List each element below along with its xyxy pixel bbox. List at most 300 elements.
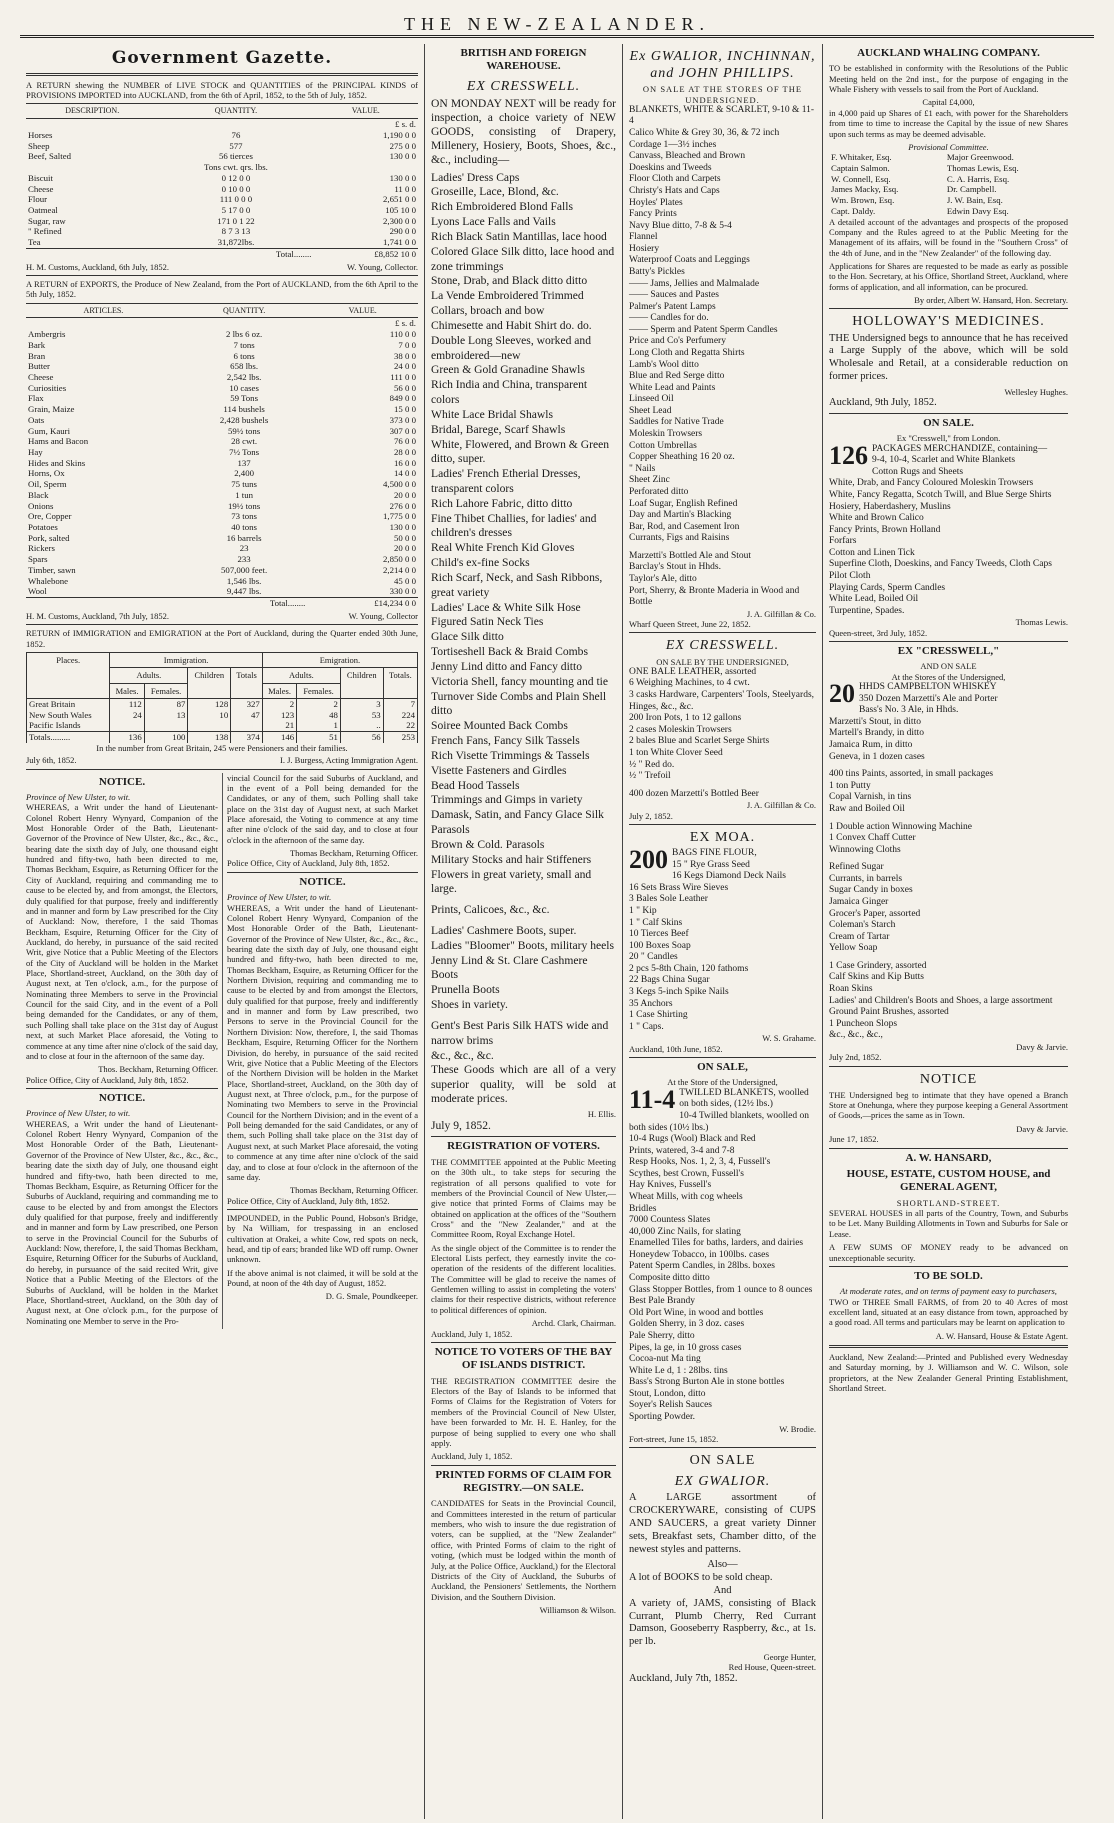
migration-header-totals-2: Totals.	[383, 668, 417, 699]
migration-header-children-2: Children	[340, 668, 383, 699]
brodie-item: Pale Sherry, ditto	[629, 1330, 695, 1341]
exports-row	[26, 372, 418, 383]
warehouse-item: Stone, Drab, and Black ditto ditto	[431, 274, 588, 288]
imports-value: 130 0 0	[389, 172, 416, 183]
brodie-item: Wheat Mills, with cog wheels	[629, 1191, 743, 1202]
notice-suburbs-sign: Thomas Beckham, Returning Officer.	[289, 848, 418, 859]
exports-row	[26, 533, 418, 544]
warehouse-item: Ladies' Cashmere Boots, super.	[431, 924, 577, 937]
warehouse-item: &c., &c., &c.	[431, 1048, 494, 1062]
brodie-date: Fort-street, June 15, 1852.	[629, 1433, 719, 1444]
davy-item: Jamaica Rum, in ditto	[829, 740, 913, 751]
imports-description: Beef, Salted	[28, 151, 71, 162]
gwalior-store-item: Hoyles' Plates	[629, 197, 683, 208]
lewis-item: Cotton Rugs and Sheets	[872, 466, 964, 477]
brodie-item: Hay Knives, Fussell's	[629, 1180, 712, 1191]
exports-row	[26, 543, 418, 554]
committee-member: Capt. Daldy.	[831, 205, 876, 216]
exports-row	[26, 436, 418, 447]
cresswell-item: 2 cases Moleskin Trowsers	[629, 724, 732, 735]
gwalior-store-item: Doeskins and Tweeds	[629, 162, 712, 173]
moa-item: 2 pcs 5-8th Chain, 120 fathoms	[629, 963, 749, 974]
imports-total-value: £8,852 10 0	[313, 248, 418, 259]
gwalior-store-item: Port, Sherry, & Bronte Maderia in Wood and Bottle	[629, 585, 800, 608]
committee-member: Captain Salmon.	[831, 163, 890, 173]
davy-sub-2: At the Stores of the Undersigned,	[891, 671, 1006, 682]
moa-item: 35 Anchors	[629, 998, 673, 1009]
imports-quantity: 56 tierces	[218, 151, 253, 162]
committee-member: Wm. Brown, Esq.	[831, 195, 895, 206]
moa-item: 1 " Caps.	[629, 1021, 664, 1032]
exports-header-value: VALUE.	[307, 303, 418, 318]
exports-value: 111 0 0	[390, 371, 416, 382]
migration-total-row	[27, 732, 418, 743]
davy-item: Martell's Brandy, in ditto	[829, 728, 925, 739]
gwalior-store-sub: ON SALE AT THE STORES OF THE UNDERSIGNED.	[642, 84, 803, 105]
imports-value: 105 10 0	[385, 204, 416, 215]
notice-city-sign: Thos. Beckham, Returning Officer.	[98, 1064, 218, 1075]
davy-item: Winnowing Cloths	[829, 844, 901, 855]
hansard-street: SHORTLAND-STREET.	[896, 1197, 1001, 1208]
committee-member: C. A. Harris, Esq.	[946, 173, 1010, 184]
imports-value: 2,300 0 0	[383, 215, 416, 226]
bay-of-islands-body: THE REGISTRATION COMMITTEE desire the Electors of the Bay of Islands to be informed that Forms of Claims for the Registration of Voters for members of the Provincial Council of New Ulster, have been forwarded to Mr. H. E. Hanley, for the purpose of being supplied to every one who shall apply.	[431, 1375, 616, 1448]
branch-notice-sign: Davy & Jarvie.	[1016, 1123, 1068, 1134]
warehouse-date: July 9, 1852.	[431, 1119, 491, 1133]
exports-quantity: 233	[237, 554, 251, 565]
migration-header-females-1: Females.	[144, 683, 188, 698]
imports-sig-right: W. Young, Collector.	[346, 261, 418, 272]
exports-description: Curiosities	[28, 382, 67, 393]
exports-value: 20 0 0	[394, 543, 416, 554]
hunter-lead: A LARGE assortment of CROCKERYWARE, consisting of CUPS AND SAUCERS, a great variety Dinner sets, Breakfast sets, Chamber ditto, of the newest styles and patterns.	[629, 1492, 816, 1555]
exports-total-label: Total........	[181, 598, 308, 609]
exports-value: 2,214 0 0	[383, 564, 416, 575]
moa-item: 16 Sets Brass Wire Sieves	[629, 882, 729, 893]
registration-sign: Archd. Clark, Chairman.	[531, 1318, 616, 1329]
exports-value: 276 0 0	[389, 500, 416, 511]
notice-city-date: Police Office, City of Auckland, July 8th, 1852.	[26, 1074, 189, 1085]
cresswell-item: 200 Iron Pots, 1 to 12 gallons	[629, 713, 742, 724]
davy-item: 1 Double action Winnowing Machine	[829, 821, 972, 832]
gilfillan-date-1: Wharf Queen Street, June 22, 1852.	[629, 619, 751, 630]
warehouse-item: Rich Black Satin Mantillas, lace hood	[431, 229, 607, 243]
committee-member: F. Whitaker, Esq.	[831, 152, 892, 163]
imports-description: Tea	[28, 237, 41, 248]
gwalior-store-item: Calico White & Grey 30, 36, & 72 inch	[629, 128, 780, 139]
davy-item: Ground Paint Brushes, assorted	[829, 1007, 949, 1018]
migration-cell: 56	[340, 732, 383, 743]
davy-item: 1 ton Putty	[829, 780, 871, 791]
imports-description: Cheese	[28, 183, 54, 194]
hunter-date: Auckland, July 7th, 1852.	[629, 1672, 738, 1684]
exports-value: 56 0 0	[394, 382, 416, 393]
exports-row	[26, 329, 418, 340]
exports-row	[26, 351, 418, 362]
davy-item: Yellow Soap	[829, 943, 878, 954]
gwalior-store-item: Floor Cloth and Carpets	[629, 174, 721, 185]
gwalior-store-item: Waterproof Coats and Leggings	[629, 255, 750, 266]
migration-cell: 1	[297, 720, 341, 731]
warehouse-item: Rich Embroidered Blond Falls	[431, 200, 574, 214]
moa-item: 1 " Kip	[629, 905, 657, 916]
registration-date: Auckland, July 1, 1852.	[431, 1328, 513, 1339]
gwalior-store-item: —— Candles for do.	[629, 313, 709, 324]
exports-quantity: 73 tons	[231, 511, 257, 522]
migration-place: New South Wales	[27, 710, 110, 721]
committee-member: Major Greenwood.	[946, 152, 1014, 163]
migration-return-intro: RETURN of IMMIGRATION and EMIGRATION at the Port of Auckland, during the Quarter ended 30th June, 1852.	[26, 628, 418, 649]
whaling-title: AUCKLAND WHALING COMPANY.	[857, 47, 1040, 59]
davy-sign: Davy & Jarvie.	[1016, 1041, 1068, 1052]
whaling-body: TO be established in conformity with the Resolutions of the Public Meeting held on the 2nd inst., for the purpose of engaging in the Whale Fishery with vessels to sail from the Port of Auckland.	[829, 63, 1068, 95]
exports-value: 24 0 0	[394, 361, 416, 372]
masthead: THE NEW-ZEALANDER.	[20, 0, 1094, 38]
notice-northern-body: WHEREAS, a Writ under the hand of Lieutenant-Colonel Robert Henry Wynyard, Companion of the Most Honorable Order of the Bath, Lieutenant-Governor of the Province of New Ulster, &c., &c., &c., bearing date the sixth day of July, one thousand eight hundred and fifty-two, hath been directed to me, Thomas Beckham, Esquire, as Returning Officer for the Northern Division, requiring and commanding me to cause to be elected by and from amongst the Electors, duly qualified for that purpose, freely and indifferently and in manner and form by Law prescribed, two Persons to serve in the Provincial Council for the Northern Division: Now, therefore, I, the said Thomas Beckham, Esquire, Returning Officer for the Northern Division, do hereby, in pursuance of the said recited Writ, give Notice that a Public Meeting of the Electors of the Northern Division will be holden in the Market Place, Shortland-street, Auckland, on the 30th day of August next, at Three o'clock, p.m., for the purpose of Nominating two Members to serve in the Provincial Council for the Northern Division; and in the event of a Poll being demanded for the said Candidates, or any of them, such Polling shall take place on the 31st day of August next, at such Market Place aforesaid, the voting to commence at any time after nine o'clock of the said day, and to close at four o'clock in the afternoon of the same day.	[227, 902, 418, 1182]
lewis-item: Playing Cards, Sperm Candles	[829, 582, 946, 593]
gwalior-store-item: Linseed Oil	[629, 394, 674, 405]
exports-description: Wool	[28, 586, 47, 597]
davy-item: Raw and Boiled Oil	[829, 803, 905, 814]
gwalior-store-item: Saddles for Native Trade	[629, 417, 724, 428]
brodie-item: Pipes, la ge, in 10 gross cases	[629, 1342, 742, 1353]
warehouse-item: Fine Thibet Challies, for ladies' and children's dresses	[431, 511, 597, 540]
gwalior-store-item: Sheet Lead	[629, 405, 672, 416]
gwalior-store-item: —— Jams, Jellies and Malmalade	[629, 278, 760, 289]
whaling-sign: By order, Albert W. Hansard, Hon. Secretary.	[914, 295, 1068, 306]
imports-description: Flour	[28, 194, 48, 205]
imports-row	[26, 184, 418, 195]
exports-value: 76 0 0	[394, 436, 416, 447]
brodie-item: Scythes, best Crown, Fussell's	[629, 1168, 744, 1179]
brodie-item: Prints, watered, 3-4 and 7-8	[629, 1145, 735, 1156]
exports-quantity: 1,546 lbs.	[226, 575, 262, 586]
migration-cell	[231, 720, 263, 731]
brodie-big-number: 11-4	[629, 1084, 676, 1114]
gwalior-store-item: Hosiery	[629, 243, 660, 254]
imports-value: 130 0 0	[389, 151, 416, 162]
registration-body: THE COMMITTEE appointed at the Public Meeting on the 30th ult., to take steps for securing the registration of all persons qualified to vote for members of the Provincial Council of New Ulster,—give notice that printed Forms of Claims may be obtained on application at the offices of the "Southern Cross" and the "New Zealander," and at the Committee Room, Royal Exchange Hotel.	[431, 1156, 616, 1240]
imports-description: Biscuit	[28, 172, 53, 183]
davy-date: July 2nd, 1852.	[829, 1052, 882, 1063]
warehouse-item: Ladies' Lace & White Silk Hose	[431, 600, 581, 614]
brodie-item: Soyer's Relish Sauces	[629, 1400, 712, 1411]
migration-cell: 327	[231, 698, 263, 709]
davy-big-number: 20	[829, 679, 855, 709]
warehouse-item: Child's ex-fine Socks	[431, 556, 530, 570]
to-be-sold-title: TO BE SOLD.	[914, 1269, 983, 1282]
notice-city-body: WHEREAS, a Writ under the hand of Lieutenant-Colonel Robert Henry Wynyard, Companion of the Most Honorable Order of the Bath, Lieutenant-Governor of the Province of New Ulster, &c., &c., &c., bearing date the sixth day of July, one thousand eight hundred and fifty-two, hath been directed to me, Thomas Beckham, Esquire, as Returning Officer for the City of Auckland, requiring and commanding me to cause to be elected by, and from amongst, the Electors, duly qualified for that purpose, freely and indifferently and in manner and form by Law prescribed for the City of Auckland: Now, therefore, I the said Thomas Beckham, Esquire, Returning Officer for the City of Auckland, do hereby, in pursuance of the said recited Writ, give Notice that a Public Meeting of the Electors of the City of Auckland will be holden in the Market Place, Shortland-street, Auckland, on the 30th day of August next, at Ten o'clock, a.m., for the purpose of Nominating three Members to serve in the Provincial Council for the said City, and in the event of a Poll being demanded for the Candidates, or any of them, such Polling shall take place on the 31st day of August next, at such Market Place aforesaid, the Voting to commence at any time after nine o'clock of the said day, and to close at four in the afternoon of the same day.	[26, 802, 218, 1061]
notice-northern-sign: Thomas Beckham, Returning Officer.	[289, 1185, 418, 1196]
warehouse-item: Green & Gold Granadine Shawls	[431, 363, 585, 377]
exports-description: Ore, Copper	[28, 511, 72, 522]
gilfillan-sign-2: J. A. Gilfillan & Co.	[746, 800, 816, 811]
lewis-item: Fancy Prints, Brown Holland	[829, 524, 941, 535]
exports-value: 50 0 0	[394, 532, 416, 543]
migration-cell	[188, 720, 231, 731]
exports-value: 38 0 0	[394, 350, 416, 361]
gwalior-store-item: Taylor's Ale, ditto	[629, 574, 697, 584]
exports-description: Hides and Skins	[28, 457, 86, 468]
imports-quantity: 171 0 1 22	[217, 215, 255, 226]
exports-quantity: 6 tons	[233, 350, 255, 361]
warehouse-item: Rich Scarf, Neck, and Sash Ribbons, great variety	[431, 570, 603, 599]
warehouse-item: Turnover Side Combs and Plain Shell ditto	[431, 689, 607, 718]
migration-cell: 100	[144, 732, 188, 743]
imports-value: 11 0 0	[394, 183, 416, 194]
exports-row	[26, 576, 418, 587]
lewis-item: Turpentine, Spades.	[829, 605, 905, 616]
migration-cell: 2	[297, 698, 341, 709]
imports-quantity: 76	[231, 129, 241, 140]
warehouse-item: Rich Lahore Fabric, ditto ditto	[431, 496, 573, 510]
imports-header-value: VALUE.	[313, 104, 418, 119]
davy-item: Calf Skins and Kip Butts	[829, 972, 925, 983]
imports-return-intro: A RETURN shewing the NUMBER of LIVE STOCK and QUANTITIES of the PRINCIPAL KINDS of PROVISIONS IMPORTED into AUCKLAND, from the 6th of April, 1852, to the 5th of July, 1852.	[26, 79, 418, 101]
bay-of-islands-title: NOTICE TO VOTERS OF THE BAY OF ISLANDS DISTRICT.	[434, 1345, 613, 1372]
exports-description: Hay	[28, 447, 43, 457]
lewis-item: Superfine Cloth, Doeskins, and Fancy Tweeds, Cloth Caps	[829, 559, 1052, 570]
notice-northern-title: NOTICE.	[299, 875, 346, 888]
imports-quantity: 0 12 0 0	[221, 172, 251, 183]
branch-notice-title: NOTICE	[919, 1071, 978, 1087]
gwalior-store-item: Navy Blue ditto, 7-8 & 5-4	[629, 220, 732, 231]
migration-cell: 128	[188, 698, 231, 709]
migration-place: Pacific Islands	[27, 720, 110, 731]
gwalior-store-item: Fancy Prints	[629, 209, 677, 220]
warehouse-title: BRITISH AND FOREIGN WAREHOUSE.	[460, 47, 587, 73]
brodie-item: Enamelled Tiles for baths, larders, and dairies	[629, 1238, 804, 1249]
whaling-committee-table	[829, 152, 1068, 216]
migration-cell: 7	[383, 698, 417, 709]
warehouse-item: Figured Satin Neck Ties	[431, 615, 544, 629]
lewis-item: White Lead, Boiled Oil	[829, 594, 919, 605]
warehouse-item: Ladies "Bloomer" Boots, military heels	[431, 938, 615, 952]
moa-date: Auckland, 10th June, 1852.	[629, 1043, 723, 1054]
migration-cell: 253	[383, 732, 417, 743]
imports-quantity: 31,872lbs.	[217, 237, 255, 248]
migration-cell: 51	[297, 732, 341, 743]
exports-description: Bark	[28, 339, 46, 350]
lewis-date: Queen-street, 3rd July, 1852.	[829, 627, 928, 638]
gwalior-store-item: Perforated ditto	[629, 486, 689, 497]
warehouse-item-list	[431, 171, 616, 1064]
brodie-item: Cocoa-nut Ma ting	[629, 1354, 701, 1365]
exports-row	[26, 468, 418, 479]
migration-row	[27, 698, 418, 709]
warehouse-item: Rich India and China, transparent colors	[431, 378, 588, 407]
printed-forms-title: PRINTED FORMS OF CLAIM FOR REGISTRY.—ON SALE.	[435, 1468, 612, 1494]
exports-value: 45 0 0	[394, 575, 416, 586]
lewis-item: Pilot Cloth	[829, 571, 871, 582]
imports-value	[313, 162, 418, 173]
lewis-item: PACKAGES MERCHANDIZE, containing—	[872, 443, 1048, 454]
exports-value: 849 0 0	[389, 393, 416, 404]
imports-row	[26, 237, 418, 248]
holloway-sign: Wellesley Hughes.	[1004, 386, 1068, 397]
imports-description: Horses	[28, 129, 53, 140]
warehouse-item: Gent's Best Paris Silk HATS wide and narrow brims	[431, 1018, 609, 1047]
exports-quantity: 7½ Tons	[229, 447, 260, 457]
warehouse-item: Bridal, Barege, Scarf Shawls	[431, 422, 566, 436]
exports-row	[26, 415, 418, 426]
gazette-header: Government Gazette.	[111, 48, 333, 68]
warehouse-item: Glace Silk ditto	[431, 630, 504, 644]
exports-row	[26, 447, 418, 458]
imports-row	[26, 141, 418, 152]
brodie-sale-title: ON SALE,	[697, 1061, 748, 1074]
brodie-sale-sub: At the Store of the Undersigned,	[667, 1077, 778, 1088]
imports-row	[26, 173, 418, 184]
exports-value: 15 0 0	[394, 404, 416, 415]
hunter-title: ON SALE	[689, 1453, 756, 1469]
warehouse-item: La Vende Embroidered Trimmed Collars, broach and bow	[431, 289, 584, 318]
migration-cell: 112	[110, 698, 144, 709]
exports-description: Oil, Sperm	[28, 479, 67, 490]
exports-quantity: 40 tons	[231, 522, 257, 533]
davy-item: Cream of Tartar	[829, 931, 890, 942]
gwalior-store-item: " Nails	[629, 463, 656, 474]
imports-description: Sugar, raw	[28, 215, 66, 226]
brodie-item: Stout, London, ditto	[629, 1388, 706, 1399]
brodie-item: 7000 Countess Slates	[629, 1215, 711, 1226]
exports-quantity: 28 cwt.	[231, 436, 258, 447]
exports-row	[26, 490, 418, 501]
moa-list	[629, 845, 816, 1033]
migration-header-places: Places.	[27, 652, 110, 698]
exports-row	[26, 383, 418, 394]
column-stores	[623, 44, 823, 1819]
migration-cell: 138	[188, 732, 231, 743]
cresswell-item: 6 Weighing Machines, to 4 cwt.	[629, 678, 750, 689]
gwalior-store-item: Lamb's Wool ditto	[629, 359, 699, 370]
moa-item: 100 Boxes Soap	[629, 940, 691, 951]
exports-description: Timber, sawn	[28, 564, 76, 575]
exports-quantity: 23	[239, 543, 249, 554]
imports-sig-left: H. M. Customs, Auckland, 6th July, 1852.	[26, 261, 170, 272]
warehouse-item: Ladies' Dress Caps	[431, 170, 520, 184]
exports-quantity: 2,400	[234, 468, 254, 479]
lewis-item: White, Drab, and Fancy Coloured Moleskin Trowsers	[829, 478, 1034, 489]
holloway-title: HOLLOWAY'S MEDICINES.	[852, 314, 1045, 330]
exports-row	[26, 565, 418, 576]
exports-quantity: 2,542 lbs.	[226, 371, 262, 382]
exports-description: Hams and Bacon	[28, 436, 89, 447]
exports-row	[26, 426, 418, 437]
moa-item: 15 " Rye Grass Seed	[672, 859, 750, 870]
brodie-item: 10-4 Rugs (Wool) Black and Red	[629, 1134, 756, 1145]
columns	[20, 44, 1094, 1819]
exports-value: 28 0 0	[394, 447, 416, 457]
exports-quantity: 19½ tons	[227, 500, 261, 511]
migration-cell: ..	[340, 720, 383, 731]
migration-cell: 146	[262, 732, 296, 743]
notice-northern-date: Police Office, City of Auckland, July 8th, 1852.	[227, 1195, 390, 1206]
warehouse-subtitle: EX CRESSWELL.	[466, 78, 581, 94]
exports-quantity: 9,447 lbs.	[226, 586, 262, 597]
davy-item: Coleman's Starch	[829, 920, 896, 931]
gwalior-store-item: Flannel	[629, 232, 658, 243]
exports-row	[26, 479, 418, 490]
imports-row	[26, 130, 418, 141]
warehouse-item: Visette Fasteners and Girdles	[431, 763, 567, 777]
committee-row	[829, 206, 1068, 217]
davy-item: Grocer's Paper, assorted	[829, 908, 921, 919]
gwalior-store-list	[629, 105, 816, 609]
printed-forms-body: CANDIDATES for Seats in the Provincial Council, and Committees interested in the return of particular members, who wish to insure the due registration of voters, can be supplied, at the "New Zealander" office, with Printed Forms of claim to the right of voting, (which must be lodged within the month of July, at the Police Office, Auckland,) for the Electoral Districts of the City of Auckland, the Suburbs of Auckland, the Pensioners' Settlements, the Northern Division, and the Southern Division.	[431, 1498, 616, 1602]
imports-description	[26, 162, 158, 173]
printed-forms-sign: Williamson & Wilson.	[539, 1604, 616, 1615]
lewis-item: Hosiery, Haberdashery, Muslins	[829, 501, 951, 512]
column-company-notices	[823, 44, 1074, 1819]
davy-item: 1 Case Grindery, assorted	[829, 960, 927, 971]
davy-sub: AND ON SALE	[920, 661, 977, 672]
committee-member: Thomas Lewis, Esq.	[946, 163, 1019, 173]
gwalior-store-item: Cordage 1—3½ inches	[629, 139, 717, 150]
exports-return-table	[26, 303, 418, 609]
notices-subcolumns	[26, 773, 418, 1329]
migration-sig-left: July 6th, 1852.	[26, 755, 77, 766]
migration-sig-right: I. J. Burgess, Acting Immigration Agent.	[280, 755, 418, 766]
exports-description: Bran	[28, 350, 46, 361]
notices-right	[222, 773, 418, 1329]
gwalior-store-title: Ex GWALIOR, INCHINNAN, and JOHN PHILLIPS.	[629, 49, 816, 82]
warehouse-item: Real White French Kid Gloves	[431, 541, 575, 555]
imports-description: Oatmeal	[28, 204, 58, 215]
migration-row	[27, 710, 418, 721]
exports-description: Horns, Ox	[28, 468, 65, 479]
hansard-name: A. W. HANSARD,	[905, 1151, 992, 1164]
lewis-item: 9-4, 10-4, Scarlet and White Blankets	[872, 455, 1016, 466]
davy-item: Currants, in barrels	[829, 873, 903, 884]
moa-sign: W. S. Grahame.	[762, 1033, 816, 1044]
exports-value: 20 0 0	[394, 489, 416, 500]
davy-item: HHDS CAMPBELTON WHISKEY	[859, 682, 997, 693]
bay-of-islands-date: Auckland, July 1, 1852.	[431, 1451, 513, 1462]
exports-value: 130 0 0	[389, 522, 416, 533]
cresswell-item: 400 dozen Marzetti's Bottled Beer	[629, 788, 759, 799]
holloway-body: THE Undersigned begs to announce that he has received a Large Supply of the above, which will be sold Wholesale and Retail, at a considerable reduction on former prices.	[829, 332, 1068, 382]
warehouse-item: Rich Visette Trimmings & Tassels	[431, 748, 590, 762]
imports-return-table	[26, 103, 418, 259]
moa-item: 16 Kegs Diamond Deck Nails	[672, 871, 786, 882]
brodie-item: 40,000 Zinc Nails, for slating	[629, 1226, 741, 1237]
warehouse-item: Damask, Satin, and Fancy Glace Silk Parasols	[431, 808, 604, 837]
gwalior-store-item: Currants, Figs and Raisins	[629, 533, 730, 544]
notices-left	[26, 773, 222, 1329]
warehouse-item: Shoes in variety.	[431, 998, 508, 1012]
brodie-item: Patent Sperm Candles, in 28lbs. boxes	[629, 1261, 775, 1272]
davy-item: Geneva, in 1 dozen cases	[829, 751, 925, 762]
warehouse-item: Double Long Sleeves, worked and embroidered—new	[431, 333, 592, 362]
exports-row	[26, 340, 418, 351]
warehouse-item: White Lace Bridal Shawls	[431, 407, 554, 421]
lewis-sale-sub: Ex "Cresswell," from London.	[896, 433, 1001, 444]
imports-row	[26, 205, 418, 216]
imports-quantity: 577	[229, 140, 243, 151]
brodie-item: Composite ditto ditto	[629, 1273, 710, 1284]
davy-item: Ladies' and Children's Boots and Shoes, a large assortment	[829, 995, 1053, 1006]
brodie-item: Best Pale Brandy	[629, 1296, 695, 1307]
gwalior-store-item: Long Cloth and Regatta Shirts	[629, 348, 745, 359]
hansard-title: HOUSE, ESTATE, CUSTOM HOUSE, and GENERAL AGENT,	[846, 1167, 1051, 1194]
gwalior-store-item: Marzetti's Bottled Ale and Stout	[629, 550, 752, 561]
migration-return-table	[26, 652, 418, 743]
davy-list	[829, 679, 1068, 1042]
migration-cell: 53	[340, 710, 383, 721]
cresswell-item: ½ " Red do.	[629, 759, 675, 770]
gwalior-store-item: Copper Sheathing 16 20 oz.	[629, 452, 735, 463]
